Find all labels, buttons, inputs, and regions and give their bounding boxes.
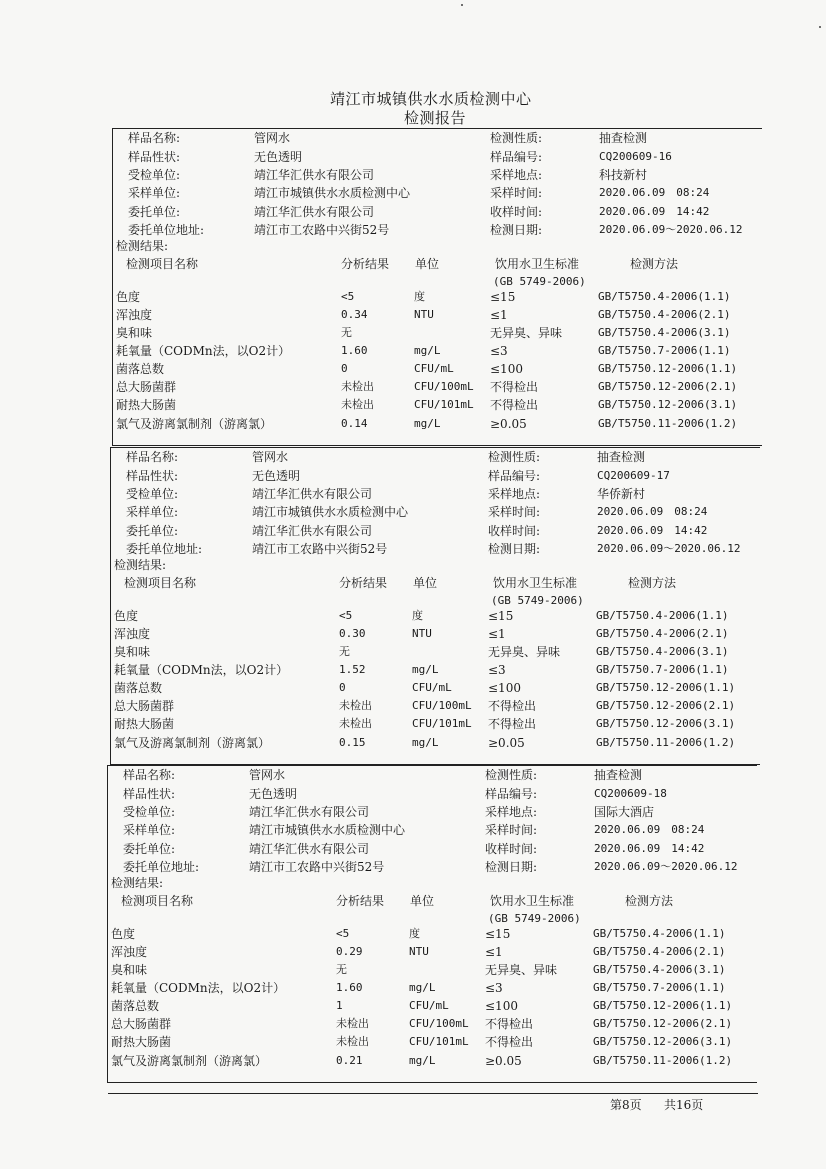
row-unit: CFU/100mL xyxy=(412,699,472,712)
row-standard: ≤1 xyxy=(485,945,503,959)
row-item-name: 色度 xyxy=(116,290,141,304)
info-value-sampling-unit: 靖江市城镇供水水质检测中心 xyxy=(254,186,411,200)
row-method: GB/T5750.12-2006(2.1) xyxy=(596,699,736,712)
row-standard: 不得检出 xyxy=(485,1035,534,1049)
info-value-nature: 抽查检测 xyxy=(599,131,648,145)
info-value-inspected-unit: 靖江华汇供水有限公司 xyxy=(254,168,375,182)
row-unit: 度 xyxy=(409,927,420,940)
col-header-item: 检测项目名称 xyxy=(126,257,199,271)
row-item-name: 浑浊度 xyxy=(114,627,151,641)
info-value-sample-name: 管网水 xyxy=(252,450,289,464)
row-standard: 不得检出 xyxy=(490,398,539,412)
col-header-standard-ref: (GB 5749-2006) xyxy=(491,594,584,607)
row-method: GB/T5750.12-2006(1.1) xyxy=(598,362,738,375)
row-item-name: 菌落总数 xyxy=(111,999,160,1013)
info-label-client: 委托单位: xyxy=(126,524,179,538)
row-result: 0.21 xyxy=(336,1054,363,1067)
row-standard: 不得检出 xyxy=(488,717,537,731)
info-label-receive-time: 收样时间: xyxy=(485,842,538,856)
row-standard: 不得检出 xyxy=(488,699,537,713)
row-item-name: 氯气及游离氯制剂（游离氯） xyxy=(111,1054,268,1068)
info-label-client: 委托单位: xyxy=(123,842,176,856)
row-item-name: 耐热大肠菌 xyxy=(114,717,175,731)
row-item-name: 氯气及游离氯制剂（游离氯） xyxy=(114,736,271,750)
info-label-inspected-unit: 受检单位: xyxy=(123,805,176,819)
row-item-name: 浑浊度 xyxy=(111,945,148,959)
row-method: GB/T5750.11-2006(1.2) xyxy=(598,417,738,430)
info-label-test-date: 检测日期: xyxy=(488,542,541,556)
results-heading: 检测结果: xyxy=(114,558,167,572)
row-result: 1 xyxy=(336,999,343,1012)
info-label-sample-no: 样品编号: xyxy=(490,150,543,164)
row-standard: ≤100 xyxy=(490,362,523,376)
row-result: 未检出 xyxy=(341,380,374,393)
row-standard: ≤100 xyxy=(488,681,521,695)
info-value-sampling-time: 2020.06.09 08:24 xyxy=(597,505,708,518)
row-unit: CFU/mL xyxy=(409,999,449,1012)
row-result: 0.29 xyxy=(336,945,363,958)
info-value-location: 科技新村 xyxy=(599,168,648,182)
row-standard: ≥0.05 xyxy=(485,1054,522,1068)
col-header-unit: 单位 xyxy=(415,257,440,271)
row-method: GB/T5750.12-2006(1.1) xyxy=(596,681,736,694)
row-result: 1.60 xyxy=(336,981,363,994)
info-value-sample-name: 管网水 xyxy=(249,768,286,782)
row-item-name: 耗氧量（CODMn法，以O2计） xyxy=(111,981,286,995)
info-value-sample-form: 无色透明 xyxy=(249,787,298,801)
page-number: 第8页 xyxy=(610,1098,642,1112)
row-unit: NTU xyxy=(409,945,429,958)
row-unit: mg/L xyxy=(409,981,436,994)
row-unit: CFU/101mL xyxy=(414,398,474,411)
col-header-method: 检测方法 xyxy=(625,894,674,908)
row-unit: mg/L xyxy=(409,1054,436,1067)
row-method: GB/T5750.7-2006(1.1) xyxy=(596,663,729,676)
info-value-nature: 抽查检测 xyxy=(594,768,643,782)
row-method: GB/T5750.12-2006(3.1) xyxy=(596,717,736,730)
row-unit: NTU xyxy=(414,308,434,321)
info-label-sample-no: 样品编号: xyxy=(488,469,541,483)
info-label-inspected-unit: 受检单位: xyxy=(128,168,181,182)
col-header-result: 分析结果 xyxy=(336,894,385,908)
info-label-nature: 检测性质: xyxy=(485,768,538,782)
info-label-sample-form: 样品性状: xyxy=(128,150,181,164)
row-unit: CFU/101mL xyxy=(412,717,472,730)
row-unit: 度 xyxy=(412,609,423,622)
info-label-sample-no: 样品编号: xyxy=(485,787,538,801)
block-top-rule xyxy=(112,128,762,129)
info-value-receive-time: 2020.06.09 14:42 xyxy=(594,842,705,855)
row-standard: ≤15 xyxy=(485,927,511,941)
info-label-sampling-unit: 采样单位: xyxy=(128,186,181,200)
row-result: <5 xyxy=(336,927,350,940)
row-item-name: 耗氧量（CODMn法，以O2计） xyxy=(116,344,291,358)
row-result: 未检出 xyxy=(336,1017,369,1030)
row-unit: mg/L xyxy=(412,736,439,749)
org-title: 靖江市城镇供水水质检测中心 xyxy=(330,90,532,108)
col-header-standard: 饮用水卫生标准 xyxy=(490,894,575,908)
col-header-item: 检测项目名称 xyxy=(124,576,197,590)
info-label-client-address: 委托单位地址: xyxy=(128,223,205,237)
block-left-border xyxy=(110,447,111,764)
col-header-standard: 饮用水卫生标准 xyxy=(495,257,580,271)
row-method: GB/T5750.12-2006(2.1) xyxy=(593,1017,733,1030)
row-method: GB/T5750.4-2006(3.1) xyxy=(596,645,729,658)
results-heading: 检测结果: xyxy=(116,239,169,253)
row-method: GB/T5750.4-2006(1.1) xyxy=(596,609,729,622)
info-label-location: 采样地点: xyxy=(485,805,538,819)
row-unit: CFU/100mL xyxy=(414,380,474,393)
row-item-name: 菌落总数 xyxy=(116,362,165,376)
row-unit: CFU/101mL xyxy=(409,1035,469,1048)
info-label-nature: 检测性质: xyxy=(490,131,543,145)
info-value-client-address: 靖江市工农路中兴街52号 xyxy=(254,223,390,237)
row-unit: CFU/mL xyxy=(412,681,452,694)
info-value-nature: 抽查检测 xyxy=(597,450,646,464)
row-method: GB/T5750.11-2006(1.2) xyxy=(596,736,736,749)
row-method: GB/T5750.4-2006(2.1) xyxy=(596,627,729,640)
row-item-name: 耗氧量（CODMn法，以O2计） xyxy=(114,663,289,677)
row-item-name: 氯气及游离氯制剂（游离氯） xyxy=(116,417,273,431)
info-value-test-date: 2020.06.09～2020.06.12 xyxy=(599,223,743,236)
info-label-client-address: 委托单位地址: xyxy=(123,860,200,874)
col-header-result: 分析结果 xyxy=(341,257,390,271)
row-item-name: 耐热大肠菌 xyxy=(116,398,177,412)
row-standard: ≥0.05 xyxy=(488,736,525,750)
col-header-method: 检测方法 xyxy=(628,576,677,590)
info-value-client: 靖江华汇供水有限公司 xyxy=(252,524,373,538)
row-result: 无 xyxy=(336,963,347,976)
scan-speck xyxy=(819,26,821,28)
info-value-location: 华侨新村 xyxy=(597,487,646,501)
page-total: 共16页 xyxy=(664,1098,704,1112)
block-left-border xyxy=(112,128,113,445)
info-value-client-address: 靖江市工农路中兴街52号 xyxy=(252,542,388,556)
row-result: 0.34 xyxy=(341,308,368,321)
info-value-inspected-unit: 靖江华汇供水有限公司 xyxy=(249,805,370,819)
row-method: GB/T5750.4-2006(2.1) xyxy=(593,945,726,958)
info-label-client: 委托单位: xyxy=(128,205,181,219)
row-result: 1.52 xyxy=(339,663,366,676)
info-label-sampling-time: 采样时间: xyxy=(490,186,543,200)
col-header-method: 检测方法 xyxy=(630,257,679,271)
info-label-receive-time: 收样时间: xyxy=(488,524,541,538)
row-item-name: 色度 xyxy=(114,609,139,623)
info-label-sample-name: 样品名称: xyxy=(126,450,179,464)
info-value-sample-form: 无色透明 xyxy=(254,150,303,164)
row-item-name: 臭和味 xyxy=(114,645,151,659)
info-value-test-date: 2020.06.09～2020.06.12 xyxy=(594,860,738,873)
col-header-standard: 饮用水卫生标准 xyxy=(493,576,578,590)
row-standard: ≤15 xyxy=(488,609,514,623)
col-header-item: 检测项目名称 xyxy=(121,894,194,908)
block-left-border xyxy=(107,765,108,1082)
row-standard: ≤3 xyxy=(490,344,508,358)
info-label-receive-time: 收样时间: xyxy=(490,205,543,219)
row-result: 未检出 xyxy=(336,1035,369,1048)
row-result: 0.14 xyxy=(341,417,368,430)
info-label-location: 采样地点: xyxy=(490,168,543,182)
row-unit: CFU/mL xyxy=(414,362,454,375)
info-label-sample-name: 样品名称: xyxy=(128,131,181,145)
row-item-name: 菌落总数 xyxy=(114,681,163,695)
info-value-sample-no: CQ200609-18 xyxy=(594,787,667,800)
row-standard: ≤1 xyxy=(490,308,508,322)
row-result: 0.30 xyxy=(339,627,366,640)
info-value-sampling-time: 2020.06.09 08:24 xyxy=(599,186,710,199)
info-label-sample-form: 样品性状: xyxy=(123,787,176,801)
info-value-sample-no: CQ200609-16 xyxy=(599,150,672,163)
row-standard: 无异臭、异味 xyxy=(490,326,563,340)
info-label-sampling-unit: 采样单位: xyxy=(126,505,179,519)
row-item-name: 总大肠菌群 xyxy=(116,380,177,394)
row-item-name: 耐热大肠菌 xyxy=(111,1035,172,1049)
col-header-standard-ref: (GB 5749-2006) xyxy=(493,275,586,288)
row-item-name: 浑浊度 xyxy=(116,308,153,322)
info-value-sample-name: 管网水 xyxy=(254,131,291,145)
row-standard: ≤1 xyxy=(488,627,506,641)
row-standard: ≤3 xyxy=(485,981,503,995)
row-result: 0 xyxy=(341,362,348,375)
info-label-test-date: 检测日期: xyxy=(490,223,543,237)
row-result: <5 xyxy=(339,609,353,622)
row-result: 无 xyxy=(341,326,352,339)
row-item-name: 臭和味 xyxy=(111,963,148,977)
info-value-inspected-unit: 靖江华汇供水有限公司 xyxy=(252,487,373,501)
row-result: 未检出 xyxy=(339,717,372,730)
col-header-unit: 单位 xyxy=(410,894,435,908)
row-method: GB/T5750.7-2006(1.1) xyxy=(593,981,726,994)
row-result: 1.60 xyxy=(341,344,368,357)
row-method: GB/T5750.4-2006(2.1) xyxy=(598,308,731,321)
row-item-name: 总大肠菌群 xyxy=(114,699,175,713)
row-method: GB/T5750.7-2006(1.1) xyxy=(598,344,731,357)
row-standard: 无异臭、异味 xyxy=(485,963,558,977)
row-standard: ≤3 xyxy=(488,663,506,677)
info-label-sample-name: 样品名称: xyxy=(123,768,176,782)
row-standard: ≤15 xyxy=(490,290,516,304)
info-value-test-date: 2020.06.09～2020.06.12 xyxy=(597,542,741,555)
info-label-sample-form: 样品性状: xyxy=(126,469,179,483)
row-result: 无 xyxy=(339,645,350,658)
row-item-name: 总大肠菌群 xyxy=(111,1017,172,1031)
info-value-sampling-unit: 靖江市城镇供水水质检测中心 xyxy=(249,823,406,837)
info-value-location: 国际大酒店 xyxy=(594,805,655,819)
report-title: 检测报告 xyxy=(404,109,467,127)
col-header-result: 分析结果 xyxy=(339,576,388,590)
row-standard: ≥0.05 xyxy=(490,417,527,431)
row-standard: 不得检出 xyxy=(485,1017,534,1031)
row-standard: 无异臭、异味 xyxy=(488,645,561,659)
info-label-nature: 检测性质: xyxy=(488,450,541,464)
row-result: 0 xyxy=(339,681,346,694)
info-label-test-date: 检测日期: xyxy=(485,860,538,874)
row-unit: mg/L xyxy=(414,417,441,430)
row-method: GB/T5750.12-2006(2.1) xyxy=(598,380,738,393)
block-bottom-rule xyxy=(107,1082,757,1083)
info-value-client: 靖江华汇供水有限公司 xyxy=(254,205,375,219)
info-label-client-address: 委托单位地址: xyxy=(126,542,203,556)
info-value-sample-form: 无色透明 xyxy=(252,469,301,483)
row-method: GB/T5750.4-2006(1.1) xyxy=(598,290,731,303)
scan-speck xyxy=(461,4,463,6)
row-item-name: 臭和味 xyxy=(116,326,153,340)
row-result: 未检出 xyxy=(341,398,374,411)
row-result: <5 xyxy=(341,290,355,303)
block-bottom-rule xyxy=(112,445,762,446)
info-label-sampling-time: 采样时间: xyxy=(485,823,538,837)
row-method: GB/T5750.12-2006(3.1) xyxy=(593,1035,733,1048)
row-method: GB/T5750.12-2006(3.1) xyxy=(598,398,738,411)
info-value-client-address: 靖江市工农路中兴街52号 xyxy=(249,860,385,874)
footer-rule xyxy=(108,1093,758,1094)
row-unit: NTU xyxy=(412,627,432,640)
info-value-sampling-time: 2020.06.09 08:24 xyxy=(594,823,705,836)
info-label-sampling-time: 采样时间: xyxy=(488,505,541,519)
info-value-receive-time: 2020.06.09 14:42 xyxy=(599,205,710,218)
info-label-inspected-unit: 受检单位: xyxy=(126,487,179,501)
info-value-sampling-unit: 靖江市城镇供水水质检测中心 xyxy=(252,505,409,519)
row-unit: mg/L xyxy=(414,344,441,357)
info-label-sampling-unit: 采样单位: xyxy=(123,823,176,837)
row-standard: ≤100 xyxy=(485,999,518,1013)
row-method: GB/T5750.11-2006(1.2) xyxy=(593,1054,733,1067)
col-header-standard-ref: (GB 5749-2006) xyxy=(488,912,581,925)
row-unit: 度 xyxy=(414,290,425,303)
row-result: 未检出 xyxy=(339,699,372,712)
row-method: GB/T5750.4-2006(3.1) xyxy=(598,326,731,339)
row-method: GB/T5750.4-2006(1.1) xyxy=(593,927,726,940)
row-method: GB/T5750.4-2006(3.1) xyxy=(593,963,726,976)
col-header-unit: 单位 xyxy=(413,576,438,590)
info-value-sample-no: CQ200609-17 xyxy=(597,469,670,482)
row-standard: 不得检出 xyxy=(490,380,539,394)
info-value-client: 靖江华汇供水有限公司 xyxy=(249,842,370,856)
row-unit: CFU/100mL xyxy=(409,1017,469,1030)
row-result: 0.15 xyxy=(339,736,366,749)
row-item-name: 色度 xyxy=(111,927,136,941)
info-label-location: 采样地点: xyxy=(488,487,541,501)
block-top-rule xyxy=(107,765,757,766)
block-top-rule xyxy=(110,447,760,448)
row-method: GB/T5750.12-2006(1.1) xyxy=(593,999,733,1012)
results-heading: 检测结果: xyxy=(111,876,164,890)
info-value-receive-time: 2020.06.09 14:42 xyxy=(597,524,708,537)
row-unit: mg/L xyxy=(412,663,439,676)
